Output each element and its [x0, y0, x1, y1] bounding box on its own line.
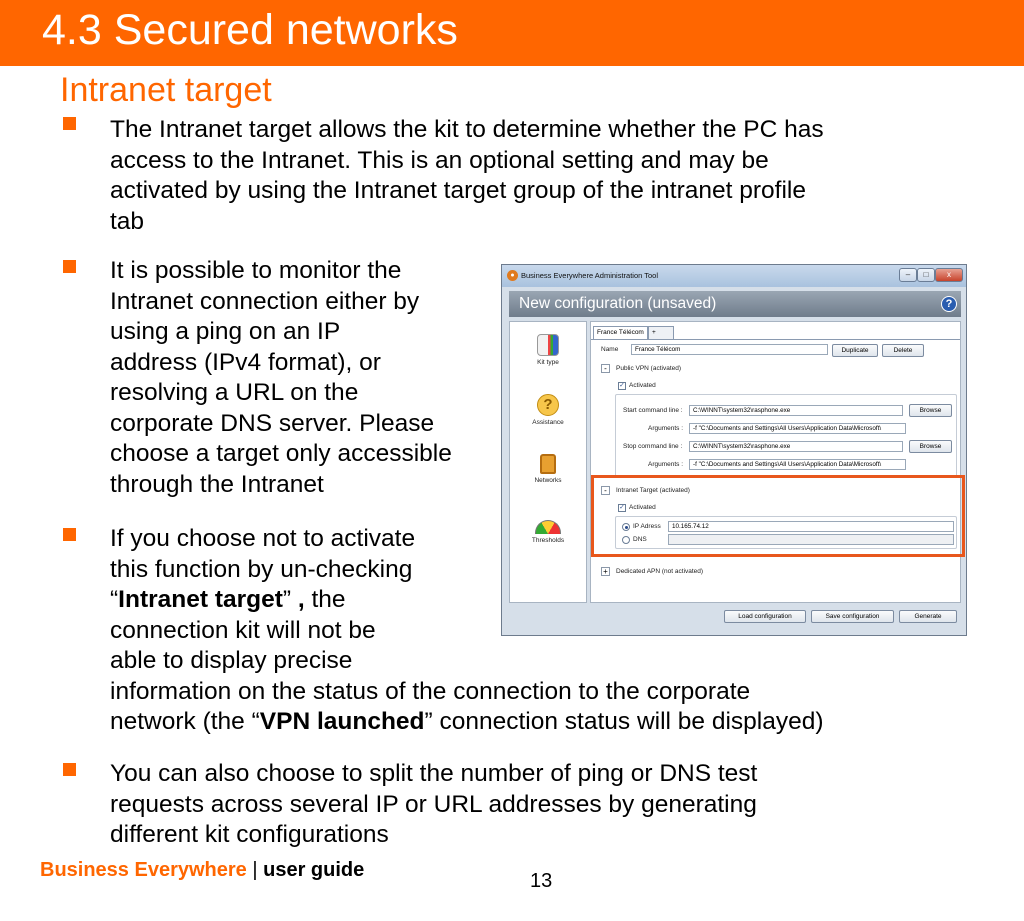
close-button[interactable]: x [935, 268, 963, 282]
quote-close: ” [282, 586, 298, 613]
help-icon[interactable]: ? [941, 296, 957, 312]
brand-separator: | [252, 859, 258, 881]
left-nav [509, 321, 587, 603]
text-line: through the Intranet [110, 470, 324, 498]
intranet-collapse-icon[interactable]: - [601, 486, 610, 495]
admin-tool-window [501, 264, 967, 636]
dns-label: DNS [633, 536, 647, 543]
expand-icon[interactable]: + [601, 567, 610, 576]
bullet-marker [63, 117, 76, 130]
name-label: Name [601, 346, 619, 353]
start-cmd-label: Start command line : [623, 407, 683, 414]
vpn-activated-checkbox[interactable]: ✓ [619, 382, 625, 389]
window-title: Business Everywhere Administration Tool [521, 271, 659, 280]
tab-add[interactable]: + [648, 326, 674, 339]
tab-france-telecom[interactable]: France Télécom [593, 326, 648, 339]
text-line: The Intranet target allows the kit to determine whether the PC has [110, 116, 824, 143]
kit-type-icon [537, 334, 559, 356]
config-banner [509, 291, 961, 317]
text-line: requests across several IP or URL addresses by generating [110, 790, 757, 818]
text-line: corporate DNS server. Please [110, 409, 435, 437]
text-line: access to the Intranet. This is an optional setting and may be [110, 146, 769, 174]
tab-divider [591, 339, 960, 340]
text-line: tab [110, 207, 145, 235]
text-line: It is possible to monitor the [110, 257, 402, 284]
section-subtitle: Intranet target [60, 71, 272, 109]
bullet-2-text [110, 256, 452, 500]
lock-icon [540, 454, 556, 474]
stop-cmd-label: Stop command line : [623, 443, 683, 450]
ip-label: IP Adress [633, 523, 661, 530]
delete-button[interactable]: Delete [882, 344, 924, 357]
dedicated-apn-label: Dedicated APN (not activated) [616, 568, 704, 575]
bullet-marker [63, 528, 76, 541]
collapse-icon[interactable]: - [601, 364, 610, 373]
intranet-activated-checkbox[interactable]: ✓ [619, 504, 625, 511]
arguments-label-start: Arguments : [648, 425, 684, 432]
nav-label: Networks [534, 477, 562, 484]
text-line: If you choose not to activate [110, 525, 416, 552]
text-line [110, 707, 824, 738]
page-number: 13 [530, 870, 553, 892]
gauge-icon [535, 520, 561, 534]
start-cmd-field[interactable]: C:\WINNT\system32\rasphone.exe [689, 405, 903, 416]
bottom-toolbar [590, 605, 961, 633]
generate-button[interactable]: Generate [899, 610, 957, 623]
nav-networks[interactable] [510, 454, 586, 484]
intranet-target-label: Intranet Target (activated) [616, 487, 690, 494]
nav-label: Thresholds [531, 537, 565, 544]
nav-label: Assistance [532, 419, 564, 426]
minimize-button[interactable]: – [899, 268, 917, 282]
text-line: Intranet connection either by [110, 287, 420, 315]
stop-cmd-field[interactable]: C:\WINNT\system32\rasphone.exe [689, 441, 903, 452]
bold-term: Intranet target [118, 586, 283, 613]
quote-open: “ [110, 586, 119, 613]
text-line: different kit configurations [110, 821, 389, 848]
slide-title: 4.3 Secured networks [42, 6, 458, 54]
text-line: address (IPv4 format), or [110, 348, 381, 376]
text-span: the [304, 586, 346, 613]
bullet-4-text [110, 759, 757, 851]
arguments-label-stop: Arguments : [648, 461, 684, 468]
intranet-activated-label: Activated [629, 504, 656, 511]
config-panel [590, 321, 961, 603]
name-field[interactable]: France Télécom [631, 344, 828, 355]
text-line: able to display precise [110, 647, 353, 674]
bold-term: VPN launched [259, 708, 425, 735]
nav-kit-type[interactable] [510, 334, 586, 366]
nav-assistance[interactable] [510, 394, 586, 426]
intranet-target-highlight [591, 475, 965, 557]
text-line: choose a target only accessible [110, 440, 452, 467]
bold-comma: , [297, 586, 305, 613]
window-titlebar [502, 265, 966, 287]
brand-name: Business Everywhere [40, 859, 247, 881]
public-vpn-label: Public VPN (activated) [616, 365, 682, 372]
guide-label: user guide [263, 859, 365, 881]
arguments-field-start[interactable]: -f "C:\Documents and Settings\All Users\Application Data\Microsoft\ [689, 423, 906, 434]
bullet-1-text [110, 115, 824, 237]
browse-button-start[interactable]: Browse [909, 404, 952, 417]
text-line: information on the status of the connection to the corporate [110, 677, 751, 705]
app-icon: ● [507, 270, 518, 281]
text-line: resolving a URL on the [110, 379, 359, 406]
maximize-button[interactable]: □ [917, 268, 935, 282]
question-icon: ? [537, 394, 559, 416]
footer-brand [40, 859, 364, 882]
text-line: this function by un-checking [110, 555, 413, 583]
ip-field[interactable]: 10.165.74.12 [668, 521, 954, 532]
load-configuration-button[interactable]: Load configuration [724, 610, 806, 623]
save-configuration-button[interactable]: Save configuration [811, 610, 894, 623]
duplicate-button[interactable]: Duplicate [832, 344, 878, 357]
vpn-activated-label: Activated [629, 382, 656, 389]
bullet-marker [63, 260, 76, 273]
bullet-marker [63, 763, 76, 776]
text-line: connection kit will not be [110, 616, 376, 644]
text-span: ” connection status will be displayed) [424, 708, 824, 735]
nav-label: Kit type [537, 359, 559, 366]
slide-header [0, 0, 1024, 66]
browse-button-stop[interactable]: Browse [909, 440, 952, 453]
config-title: New configuration (unsaved) [519, 295, 717, 312]
text-line: You can also choose to split the number of ping or DNS test [110, 760, 758, 787]
text-line: using a ping on an IP [110, 318, 341, 345]
text-line: activated by using the Intranet target group of the intranet profile [110, 177, 806, 204]
text-span: network (the “ [110, 708, 260, 735]
nav-thresholds[interactable] [510, 514, 586, 544]
arguments-field-stop[interactable]: -f "C:\Documents and Settings\All Users\Application Data\Microsoft\ [689, 459, 906, 470]
